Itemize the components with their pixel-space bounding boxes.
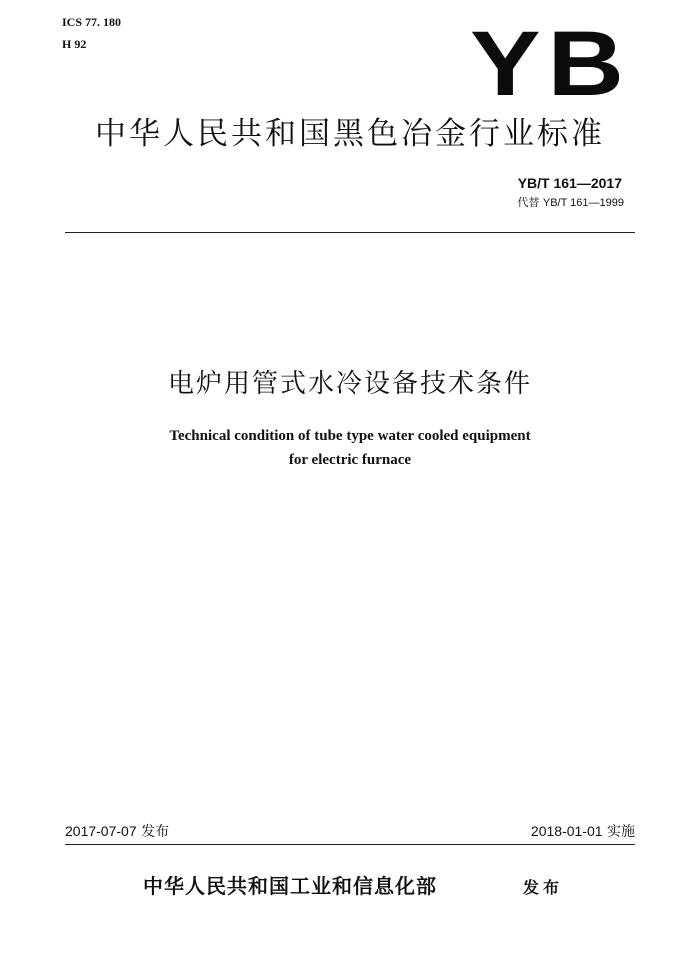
replaces-line (517, 196, 624, 210)
document-title-cn: 电炉用管式水冷设备技术条件 (167, 369, 532, 399)
ccs-code: H 92 (62, 37, 87, 51)
document-title-en-line2: for electric furnace (288, 452, 412, 468)
replaces-label: 代替 (517, 196, 540, 209)
implement-date: 2018-01-01 (530, 823, 603, 839)
issuer-issue-word: 发布 (523, 878, 564, 897)
document-title-en-line1: Technical condition of tube type water cooled equipment (169, 428, 531, 444)
replaces-number: YB/T 161—1999 (542, 197, 624, 209)
issue-date-label: 发布 (141, 824, 170, 840)
implement-date-label: 实施 (607, 824, 635, 840)
issuer-name: 中华人民共和国工业和信息化部 (143, 874, 437, 898)
issue-date: 2017-07-07 (65, 823, 137, 839)
bottom-divider (65, 844, 635, 845)
top-divider (65, 232, 635, 233)
implement-date-line (531, 822, 635, 841)
ics-code: ICS 77. 180 (62, 15, 122, 29)
yb-logo: YB (470, 13, 631, 115)
issue-date-line (65, 822, 169, 841)
standard-number: YB/T 161—2017 (517, 175, 622, 191)
standard-category-title: 中华人民共和国黑色冶金行业标准 (95, 116, 605, 152)
